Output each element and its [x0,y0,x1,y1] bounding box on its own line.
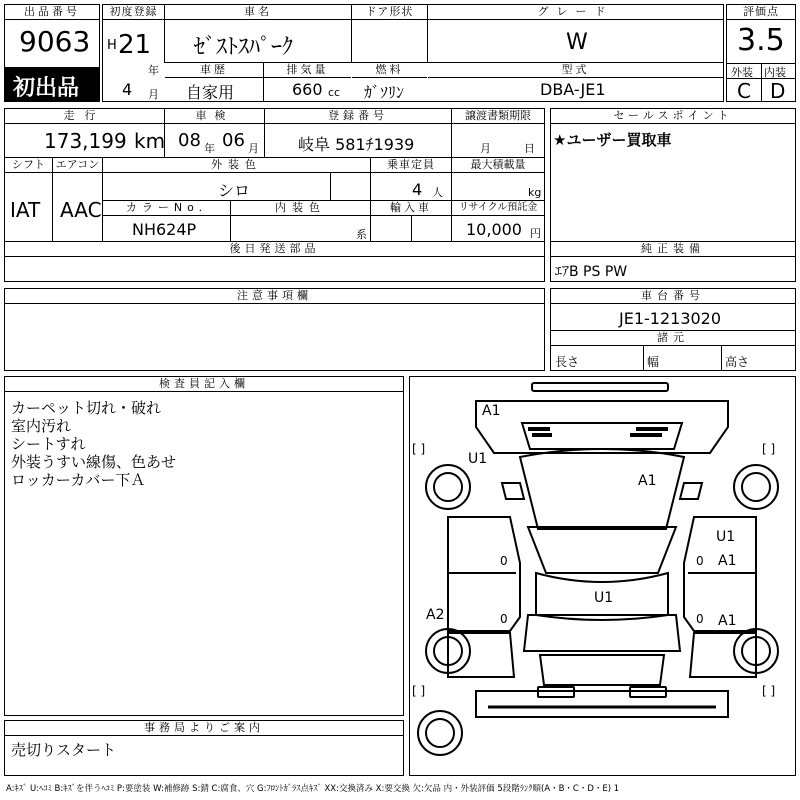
grade-label: グレード [428,5,723,20]
recycle-value: 10,000 [466,220,522,239]
chassis-label: 車台番号 [551,289,795,304]
import-label: 輸入車 [371,201,451,216]
genuine-equipment-label: 純正装備 [551,242,795,257]
damage-mark: A1 [482,403,501,419]
mileage-label: 走行 [5,109,164,124]
width-label: 幅 [647,355,660,369]
exterior-color-label: 外装色 [103,158,370,173]
history-label: 車歴 [165,63,263,78]
ac-label: エアコン [53,158,102,173]
lot-number-cell [4,4,100,102]
recycle-unit: 円 [530,227,541,240]
bracket-mark: [ ] [762,442,776,456]
year-value: 21 [118,30,152,60]
damage-mark: U1 [468,451,488,467]
model-label: 型式 [428,63,723,78]
displacement-value: 660 [292,80,323,99]
lot-number: 9063 [19,25,91,58]
grade-value: W [566,30,588,55]
month-unit: 月 [148,88,159,101]
height-label: 高さ [725,355,750,369]
capacity-value: 4 [412,180,423,199]
interior-color-label: 内装色 [231,201,370,216]
transfer-label: 譲渡書類期限 [452,109,544,124]
car-diagram-svg [410,377,795,775]
history-value: 自家用 [186,83,235,102]
fuel-label: 燃料 [352,63,427,78]
year-unit: 年 [148,64,159,77]
zero-mark: 0 [500,554,508,568]
transfer-day-unit: 日 [524,142,535,155]
bracket-mark: [ ] [412,684,426,698]
zero-mark: 0 [500,612,508,626]
car-name: ｾﾞｽﾄｽﾊﾟｰｸ [194,35,294,60]
lot-number-label: 出品番号 [5,5,99,20]
displacement-label: 排気量 [264,63,351,78]
registration-value: 岐阜 581ﾁ1939 [298,135,415,154]
mileage-unit: km [134,129,166,153]
inspector-note: 室内汚れ [11,417,72,435]
registration-label: 登録番号 [265,109,451,124]
damage-mark: A1 [718,553,737,569]
sales-point-label: セールスポイント [551,109,795,124]
length-label: 長さ [555,355,580,369]
office-value: 売切りスタート [11,741,117,759]
notes-label: 注意事項欄 [5,289,544,304]
chassis-cell [550,288,796,371]
first-listing-text: 初出品 [13,76,80,101]
exterior-color-value: シロ [218,181,251,200]
recycle-label: リサイクル預託金 [452,201,544,216]
first-listing-badge [5,67,99,101]
legend: A:ｷｽﾞ U:ﾍｺﾐ B:ｷｽﾞを伴うﾍｺﾐ P:要塗装 W:補修跡 S:錆 C:腐食、穴 G:ﾌﾛﾝﾄｶﾞﾗｽ点ｷｽﾞ XX:交換済み X:要交換 欠:欠品 内・外装評価 5段階ﾗﾝｸ順(A・B・C・D・E) 1 [6,784,620,794]
genuine-equipment-value: ｴｱB PS PW [555,264,628,280]
transfer-month-unit: 月 [480,142,491,155]
score-label: 評価点 [727,5,795,20]
color-no-label: カラーNo. [103,201,230,216]
door-label: ドア形状 [352,5,427,20]
capacity-label: 乗車定員 [371,158,451,173]
era: H [107,38,117,53]
damage-mark: A1 [718,613,737,629]
notes-cell [4,288,545,371]
inspector-note: ロッカーカバー下Ａ [11,471,146,489]
car-name-label: 車名 [165,5,351,20]
later-parts-label: 後日発送部品 [5,242,544,257]
shift-label: シフト [5,158,52,173]
capacity-unit: 人 [432,186,443,199]
sales-point-value: ★ユーザー買取車 [553,131,672,149]
damage-mark: A2 [426,607,445,623]
office-cell [4,720,404,776]
inspector-note: シートすれ [11,435,86,453]
mileage-value: 173,199 [44,129,127,153]
bracket-mark: [ ] [762,684,776,698]
office-label: 事務局よりご案内 [5,721,403,736]
sales-point-cell [550,108,796,242]
inspector-note: 外装うすい線傷、色あせ [11,453,177,471]
score-value: 3.5 [737,23,785,58]
damage-mark: U1 [594,590,614,606]
zero-mark: 0 [696,612,704,626]
inspection-month-unit: 月 [248,142,259,155]
inspector-note: カーペット切れ・破れ [11,399,162,417]
genuine-equipment-cell [550,241,796,282]
inspection-month: 06 [222,130,245,151]
inspection-label: 車検 [165,109,264,124]
month-value: 4 [122,80,133,99]
score-cell [726,4,796,102]
ac-value: AAC [60,198,102,222]
interior-color-unit: 系 [356,228,367,241]
bracket-mark: [ ] [412,442,426,456]
inspection-year-unit: 年 [204,142,215,155]
color-no-value: NH624P [132,220,197,239]
chassis-value: JE1-1213020 [619,309,722,328]
damage-mark: U1 [716,529,736,545]
max-load-unit: kg [528,186,542,199]
car-diagram [409,376,796,776]
damage-mark: A1 [638,473,657,489]
displacement-unit: cc [328,86,341,99]
exterior-score: C [737,79,751,103]
interior-score: D [770,79,786,103]
inspector-cell [4,376,404,716]
interior-score-label: 内装 [764,66,786,79]
shift-value: IAT [10,198,41,222]
zero-mark: 0 [696,554,704,568]
dimensions-label: 諸元 [551,331,795,346]
first-reg-label: 初度登録 [103,5,164,20]
inspector-label: 検査員記入欄 [5,377,403,392]
inspection-year: 08 [178,130,201,151]
model-value: DBA-JE1 [540,80,606,99]
exterior-score-label: 外装 [731,66,753,79]
max-load-label: 最大積載量 [452,158,544,173]
fuel-value: ｶﾞｿﾘﾝ [364,83,405,102]
